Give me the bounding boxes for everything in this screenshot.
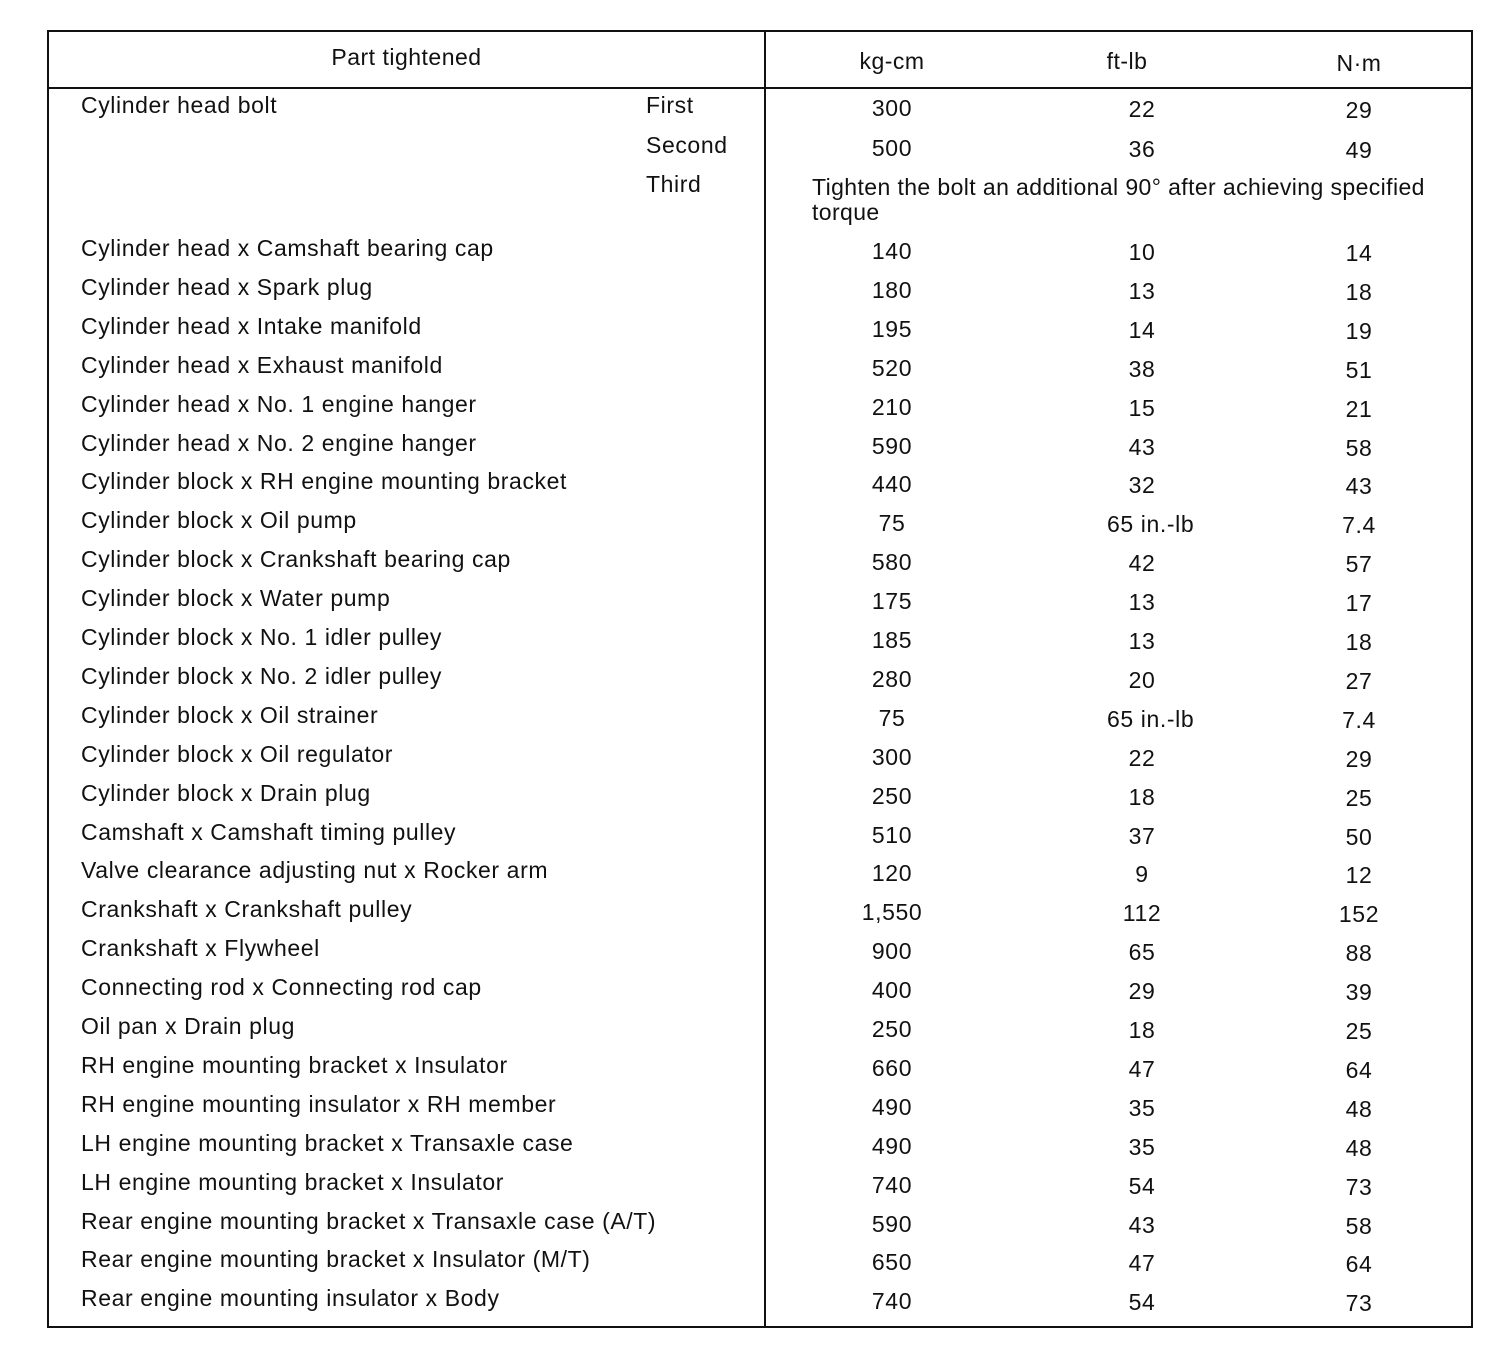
table-row <box>49 132 1471 171</box>
kg-cm-value: 650 <box>871 1249 913 1276</box>
n-m-value: 12 <box>1345 862 1373 889</box>
part-name: Cylinder head bolt <box>81 92 278 118</box>
kg-cm-value: 510 <box>871 821 913 848</box>
kg-cm-value: 180 <box>871 276 913 303</box>
ft-lb-value: 9 <box>1135 861 1149 888</box>
ft-lb-value: 14 <box>1128 316 1156 343</box>
table-row <box>49 1208 1471 1247</box>
part-name: Cylinder block x Water pump <box>81 585 391 612</box>
n-m-value: 29 <box>1345 745 1373 772</box>
kg-cm-value: 740 <box>871 1288 913 1315</box>
ft-lb-value: 15 <box>1128 394 1156 421</box>
kg-cm-value: 185 <box>871 627 913 653</box>
n-m-value: 48 <box>1345 1134 1373 1161</box>
table-row <box>49 391 1471 430</box>
table-row <box>49 585 1471 624</box>
ft-lb-value: 54 <box>1128 1289 1156 1316</box>
table-row <box>49 1091 1471 1130</box>
table-row <box>49 546 1471 585</box>
n-m-value: 64 <box>1345 1056 1373 1083</box>
ft-lb-value: 54 <box>1128 1172 1156 1199</box>
part-name: Camshaft x Camshaft timing pulley <box>81 818 457 845</box>
n-m-value: 18 <box>1345 278 1373 305</box>
table-row <box>49 1013 1471 1052</box>
ft-lb-value: 18 <box>1128 1017 1156 1043</box>
n-m-value: 18 <box>1345 629 1373 655</box>
ft-lb-value: 13 <box>1128 589 1156 616</box>
ft-lb-value: 22 <box>1128 96 1156 122</box>
part-name: LH engine mounting bracket x Transaxle case <box>81 1129 574 1156</box>
n-m-value: 64 <box>1345 1251 1373 1278</box>
table-row <box>49 1246 1471 1285</box>
kg-cm-value: 250 <box>871 1016 913 1042</box>
ft-lb-value: 10 <box>1128 239 1156 265</box>
kg-cm-value: 500 <box>871 135 913 161</box>
table-row <box>49 430 1471 469</box>
ft-lb-value: 22 <box>1128 744 1156 771</box>
part-name: Cylinder head x Spark plug <box>81 273 373 300</box>
n-m-value: 7.4 <box>1342 512 1376 539</box>
n-m-value: 39 <box>1345 979 1373 1006</box>
ft-lb-value: 112 <box>1122 900 1162 927</box>
ft-lb-value: 20 <box>1128 666 1156 693</box>
ft-lb-value: 43 <box>1128 1211 1156 1238</box>
part-name: Rear engine mounting bracket x Insulator (M/T) <box>81 1246 591 1273</box>
kg-cm-value: 120 <box>871 860 913 887</box>
table-row <box>49 1285 1471 1324</box>
part-name: Rear engine mounting insulator x Body <box>81 1285 500 1312</box>
kg-cm-value: 195 <box>871 315 913 342</box>
kg-cm-value: 75 <box>878 510 906 537</box>
ft-lb-value: 38 <box>1128 355 1156 382</box>
kg-cm-value: 175 <box>871 588 913 615</box>
table-row <box>49 171 1471 231</box>
table-row <box>49 274 1471 313</box>
n-m-value: 17 <box>1345 590 1373 617</box>
part-name: Cylinder head x No. 2 engine hanger <box>81 429 477 456</box>
ft-lb-value: 29 <box>1128 978 1156 1005</box>
n-m-value: 25 <box>1345 1018 1373 1044</box>
table-row <box>49 857 1471 896</box>
part-name: Cylinder head x Intake manifold <box>81 312 422 339</box>
table-row <box>49 935 1471 974</box>
part-name: Valve clearance adjusting nut x Rocker arm <box>81 857 549 884</box>
n-m-value: 73 <box>1345 1173 1373 1200</box>
part-name: Cylinder head x No. 1 engine hanger <box>81 390 477 417</box>
n-m-value: 58 <box>1345 1212 1373 1239</box>
part-name: Cylinder block x Oil pump <box>81 507 357 534</box>
part-name: Cylinder block x Crankshaft bearing cap <box>81 546 511 573</box>
n-m-value: 57 <box>1345 551 1373 578</box>
ft-lb-value: 35 <box>1128 1133 1156 1160</box>
part-name: Cylinder head x Camshaft bearing cap <box>81 235 494 261</box>
ft-lb-value: 47 <box>1128 1055 1156 1082</box>
kg-cm-value: 280 <box>871 665 913 692</box>
kg-cm-value: 490 <box>871 1093 913 1120</box>
table-row <box>49 1052 1471 1091</box>
stage-label: First <box>646 92 694 118</box>
kg-cm-value: 740 <box>871 1171 913 1198</box>
ft-lb-value: 13 <box>1128 628 1156 654</box>
n-m-value: 43 <box>1345 473 1373 500</box>
part-name: Cylinder block x No. 2 idler pulley <box>81 662 443 689</box>
header-n-m: N·m <box>1336 50 1382 76</box>
n-m-value: 27 <box>1345 667 1373 694</box>
part-name: Rear engine mounting bracket x Transaxle case (A/T) <box>81 1207 657 1234</box>
n-m-value: 48 <box>1345 1095 1373 1122</box>
ft-lb-value: 42 <box>1128 550 1156 577</box>
ft-lb-value: 43 <box>1128 433 1156 460</box>
part-name: RH engine mounting bracket x Insulator <box>81 1051 508 1078</box>
part-name: Crankshaft x Crankshaft pulley <box>81 896 413 923</box>
torque-spec-table <box>47 30 1473 1328</box>
table-row <box>49 507 1471 546</box>
table-row <box>49 663 1471 702</box>
n-m-value: 51 <box>1345 356 1373 383</box>
table-row <box>49 1130 1471 1169</box>
part-name: Cylinder block x RH engine mounting bracket <box>81 468 568 495</box>
part-name: Cylinder block x Oil regulator <box>81 740 394 767</box>
part-name: Cylinder block x Drain plug <box>81 779 371 806</box>
n-m-value: 19 <box>1345 317 1373 344</box>
kg-cm-value: 140 <box>871 238 913 264</box>
ft-lb-value: 35 <box>1128 1094 1156 1121</box>
kg-cm-value: 440 <box>871 471 913 498</box>
stage-label: Third <box>646 171 702 197</box>
n-m-value: 73 <box>1345 1290 1373 1317</box>
kg-cm-value: 400 <box>871 977 913 1004</box>
n-m-value: 88 <box>1345 940 1373 967</box>
table-row <box>49 352 1471 391</box>
third-stage-note: Tighten the bolt an additional 90° after achieving specified torque <box>812 174 1425 225</box>
ft-lb-value: 18 <box>1128 783 1156 810</box>
header-ft-lb: ft-lb <box>1106 48 1148 74</box>
table-row <box>49 974 1471 1013</box>
part-name: Cylinder block x No. 1 idler pulley <box>81 624 443 650</box>
table-row <box>49 235 1471 274</box>
ft-lb-value: 65 in.-lb <box>1107 511 1195 538</box>
n-m-value: 25 <box>1345 784 1373 811</box>
part-name: RH engine mounting insulator x RH member <box>81 1090 557 1117</box>
ft-lb-value: 47 <box>1128 1250 1156 1277</box>
n-m-value: 7.4 <box>1342 706 1376 733</box>
kg-cm-value: 580 <box>871 549 913 576</box>
n-m-value: 29 <box>1345 97 1373 123</box>
table-row <box>49 624 1471 663</box>
part-name: Crankshaft x Flywheel <box>81 935 320 962</box>
part-name: Cylinder block x Oil strainer <box>81 701 379 728</box>
kg-cm-value: 590 <box>871 1210 913 1237</box>
header-divider <box>49 87 1471 89</box>
kg-cm-value: 75 <box>878 704 906 731</box>
n-m-value: 49 <box>1345 137 1373 163</box>
table-row <box>49 313 1471 352</box>
kg-cm-value: 300 <box>871 743 913 770</box>
ft-lb-value: 13 <box>1128 277 1156 304</box>
kg-cm-value: 660 <box>871 1054 913 1081</box>
kg-cm-value: 900 <box>871 938 913 965</box>
n-m-value: 21 <box>1345 395 1373 422</box>
n-m-value: 58 <box>1345 434 1373 461</box>
table-row <box>49 896 1471 935</box>
n-m-value: 152 <box>1338 901 1380 928</box>
ft-lb-value: 32 <box>1128 472 1156 499</box>
kg-cm-value: 300 <box>871 95 913 121</box>
kg-cm-value: 1,550 <box>861 899 923 926</box>
ft-lb-value: 65 in.-lb <box>1107 705 1195 732</box>
table-row <box>49 1169 1471 1208</box>
table-row <box>49 780 1471 819</box>
header-part-tightened: Part tightened <box>331 44 482 70</box>
part-name: Oil pan x Drain plug <box>81 1013 295 1039</box>
part-name: Cylinder head x Exhaust manifold <box>81 351 443 378</box>
ft-lb-value: 65 <box>1128 939 1156 966</box>
table-row <box>49 741 1471 780</box>
part-name: LH engine mounting bracket x Insulator <box>81 1168 504 1195</box>
kg-cm-value: 490 <box>871 1132 913 1159</box>
table-row <box>49 92 1471 131</box>
table-row <box>49 702 1471 741</box>
header-kg-cm: kg-cm <box>859 48 925 74</box>
ft-lb-value: 37 <box>1128 822 1156 849</box>
kg-cm-value: 250 <box>871 782 913 809</box>
kg-cm-value: 210 <box>871 393 913 420</box>
kg-cm-value: 520 <box>871 354 913 381</box>
table-row <box>49 468 1471 507</box>
ft-lb-value: 36 <box>1128 136 1156 162</box>
n-m-value: 14 <box>1345 240 1373 266</box>
kg-cm-value: 590 <box>871 432 913 459</box>
n-m-value: 50 <box>1345 823 1373 850</box>
table-row <box>49 819 1471 858</box>
part-name: Connecting rod x Connecting rod cap <box>81 974 482 1001</box>
stage-label: Second <box>646 132 728 158</box>
